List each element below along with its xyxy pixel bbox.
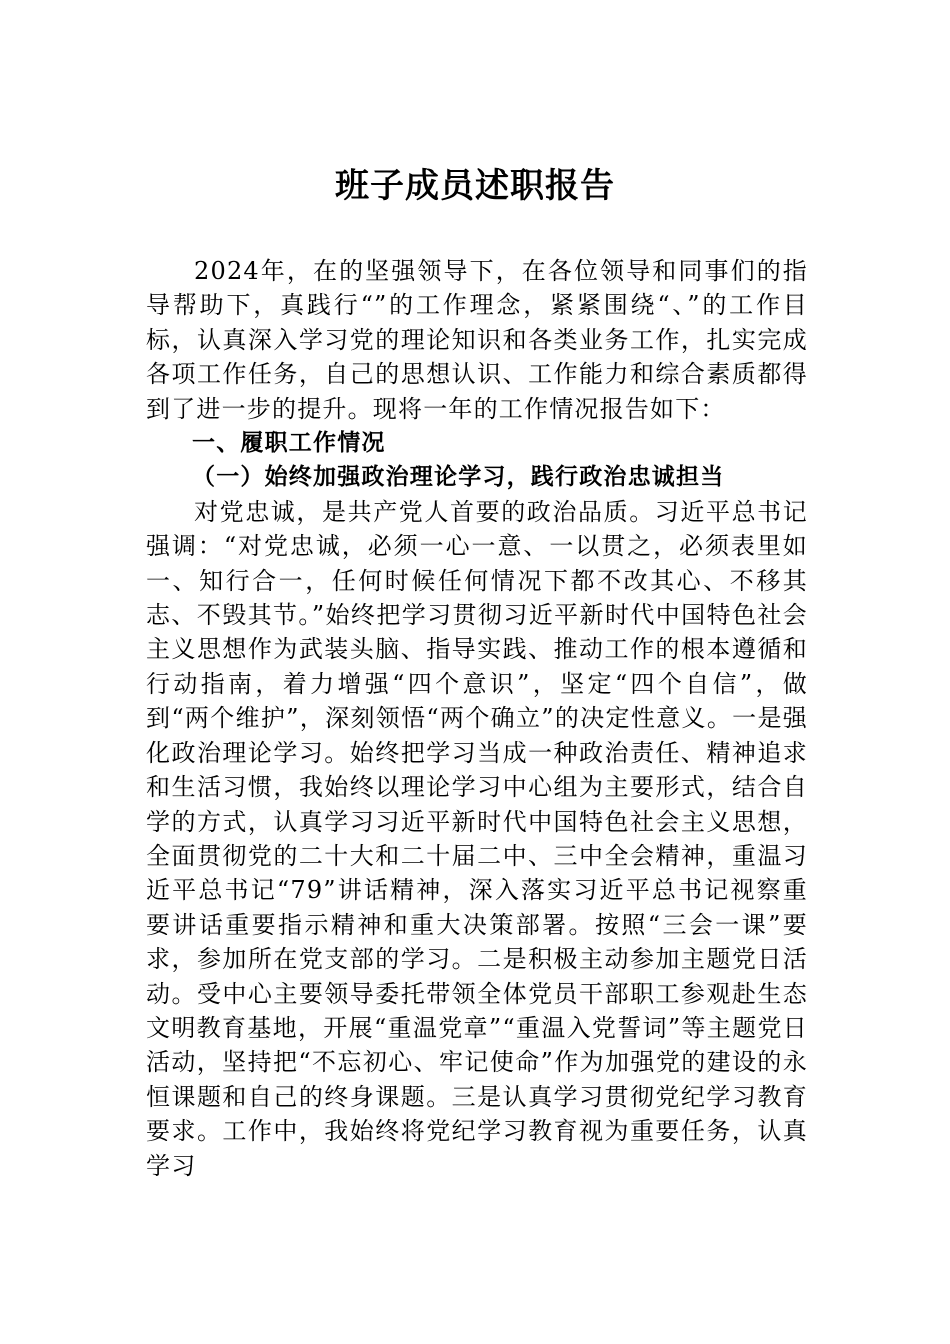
body-paragraph: 对党忠诚，是共产党人首要的政治品质。习近平总书记强调：“对党忠诚，必须一心一意、一以贯之，必须表里如一、知行合一，任何时候任何情况下都不改其心、不移其志、不毁其节。”始终把学习贯彻习近平新时代中国特色社会主义思想作为武装头脑、指导实践、推动工作的根本遵循和行动指南，着力增强“四个意识”，坚定“四个自信”，做到“两个维护”，深刻领悟“两个确立”的决定性意义。一是强化政治理论学习。始终把学习当成一种政治责任、精神追求和生活习惯，我始终以理论学习中心组为主要形式，结合自学的方式，认真学习习近平新时代中国特色社会主义思想，全面贯彻党的二十大和二十届二中、三中全会精神，重温习近平总书记“79”讲话精神，深入落实习近平总书记视察重要讲话重要指示精神和重大决策部署。按照“三会一课”要求，参加所在党支部的学习。二是积极主动参加主题党日活动。受中心主要领导委托带领全体党员干部职工参观赴生态文明教育基地，开展“重温党章”“重温入党誓词”等主题党日活动，坚持把“不忘初心、牢记使命”作为加强党的建设的永恒课题和自己的终身课题。三是认真学习贯彻党纪学习教育要求。工作中，我始终将党纪学习教育视为重要任务，认真学习 xyxy=(146,497,808,1180)
document-body xyxy=(146,254,808,1183)
section-heading: 一、履职工作情况 xyxy=(192,430,386,457)
subsection-heading: （一）始终加强政治理论学习，践行政治忠诚担当 xyxy=(192,463,725,491)
document-title: 班子成员述职报告 xyxy=(335,166,615,206)
intro-paragraph: 2024年，在的坚强领导下，在各位领导和同事们的指导帮助下，真践行“”的工作理念，紧紧围绕“、”的工作目标，认真深入学习党的理论知识和各类业务工作，扎实完成各项工作任务，自己的思想认识、工作能力和综合素质都得到了进一步的提升。现将一年的工作情况报告如下： xyxy=(146,257,808,423)
